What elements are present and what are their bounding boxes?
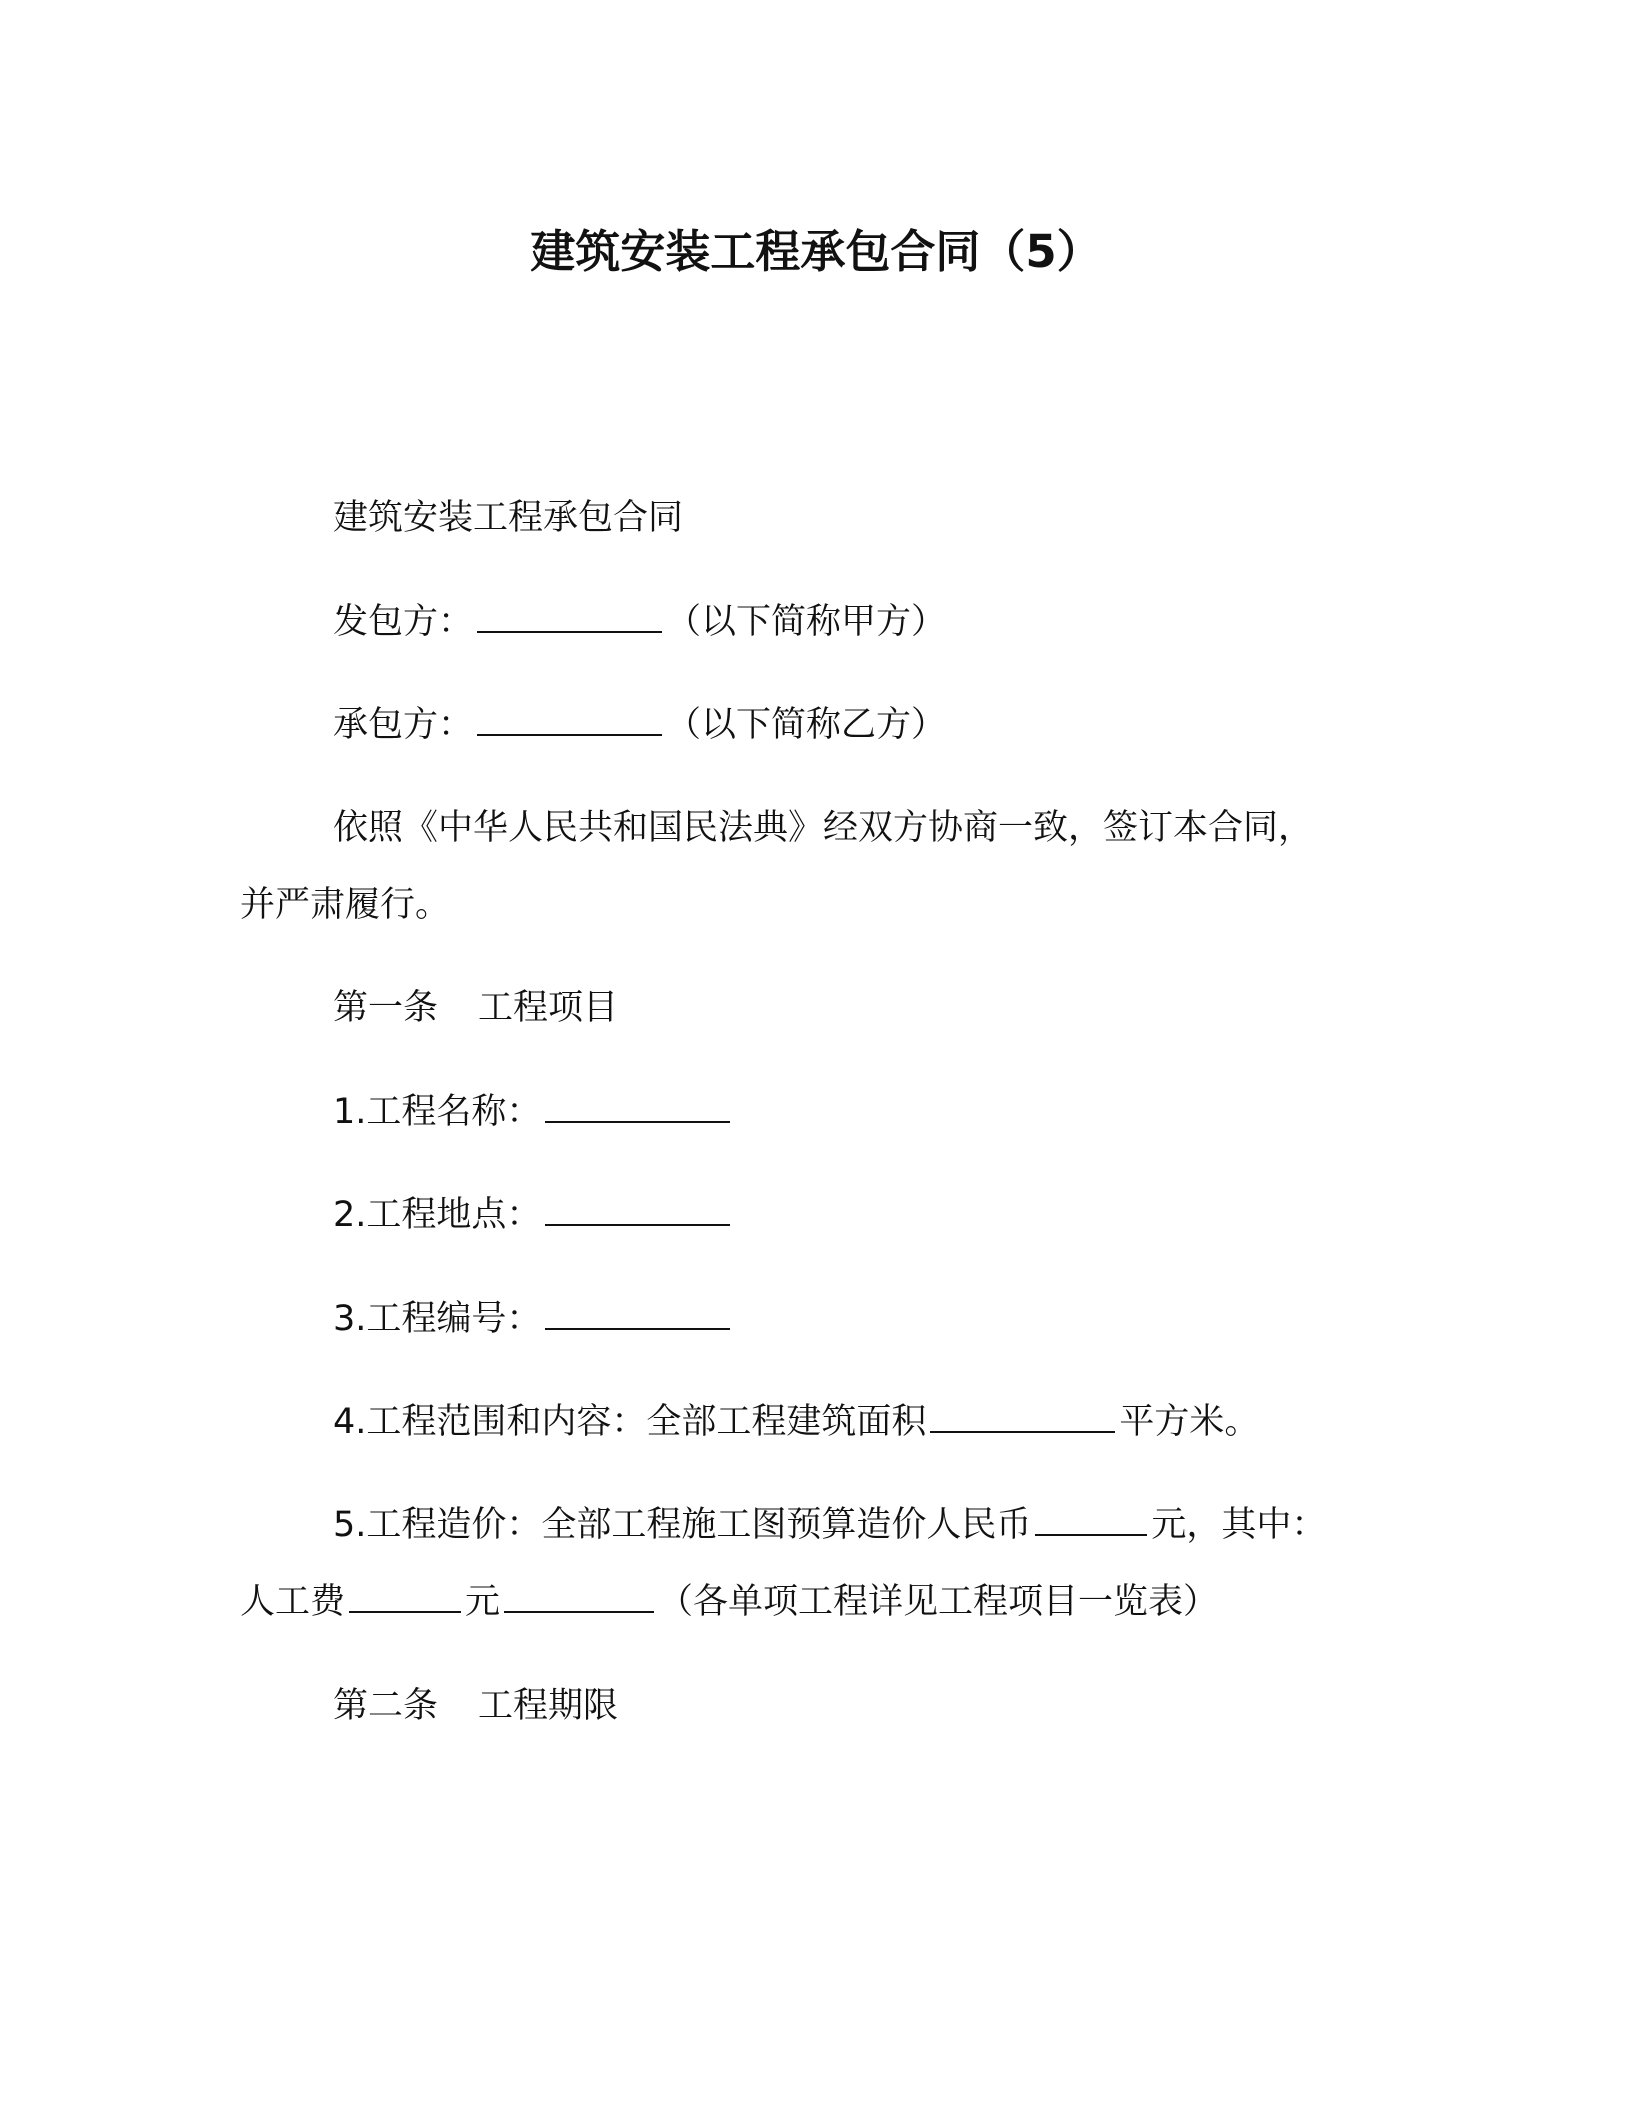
intro-line-2: 并严肃履行。 — [240, 885, 451, 925]
item-number-blank — [545, 1294, 730, 1330]
item-name-blank — [545, 1087, 730, 1123]
party-a-suffix: （以下简称甲方） — [666, 602, 947, 642]
item-labor-prefix: 人工费 — [240, 1582, 346, 1622]
item-cost-suffix: 元，其中： — [1151, 1505, 1327, 1545]
item-scope-suffix: 平方米。 — [1119, 1402, 1260, 1442]
article-1-heading — [333, 983, 618, 1033]
article-1-number: 第一条 — [333, 988, 439, 1028]
party-a-blank — [477, 597, 662, 633]
item-labor-extra-blank — [504, 1577, 654, 1613]
item-labor-note: （各单项工程详见工程项目一览表） — [658, 1582, 1219, 1622]
party-a-label: 发包方： — [333, 602, 474, 642]
item-labor-unit: 元 — [465, 1582, 501, 1622]
article-1-title: 工程项目 — [478, 988, 619, 1028]
item-name-line — [333, 1087, 734, 1137]
article-2-number: 第二条 — [333, 1686, 439, 1726]
item-labor-blank — [349, 1577, 461, 1613]
item-cost-prefix: 5.工程造价：全部工程施工图预算造价人民币 — [333, 1505, 1032, 1545]
item-location-blank — [545, 1190, 730, 1226]
party-b-blank — [477, 700, 662, 736]
intro-line-1: 依照《中华人民共和国民法典》经双方协商一致，签订本合同， — [333, 808, 1314, 848]
item-number-line — [333, 1294, 734, 1344]
article-2-title: 工程期限 — [478, 1686, 619, 1726]
item-location-label: 2.工程地点： — [333, 1195, 542, 1235]
party-b-suffix: （以下简称乙方） — [666, 705, 947, 745]
item-labor-line — [240, 1577, 1218, 1627]
item-name-label: 1.工程名称： — [333, 1092, 542, 1132]
document-title: 建筑安装工程承包合同（5） — [530, 225, 1102, 278]
article-2-heading — [333, 1681, 618, 1731]
contract-subtitle: 建筑安装工程承包合同 — [333, 498, 684, 538]
item-number-label: 3.工程编号： — [333, 1299, 542, 1339]
party-a-line — [333, 597, 946, 647]
item-scope-blank — [930, 1397, 1115, 1433]
item-cost-line — [333, 1500, 1326, 1550]
party-b-label: 承包方： — [333, 705, 474, 745]
item-scope-line — [333, 1397, 1259, 1447]
item-scope-prefix: 4.工程范围和内容：全部工程建筑面积 — [333, 1402, 927, 1442]
item-cost-blank — [1035, 1500, 1147, 1536]
item-location-line — [333, 1190, 734, 1240]
party-b-line — [333, 700, 946, 750]
